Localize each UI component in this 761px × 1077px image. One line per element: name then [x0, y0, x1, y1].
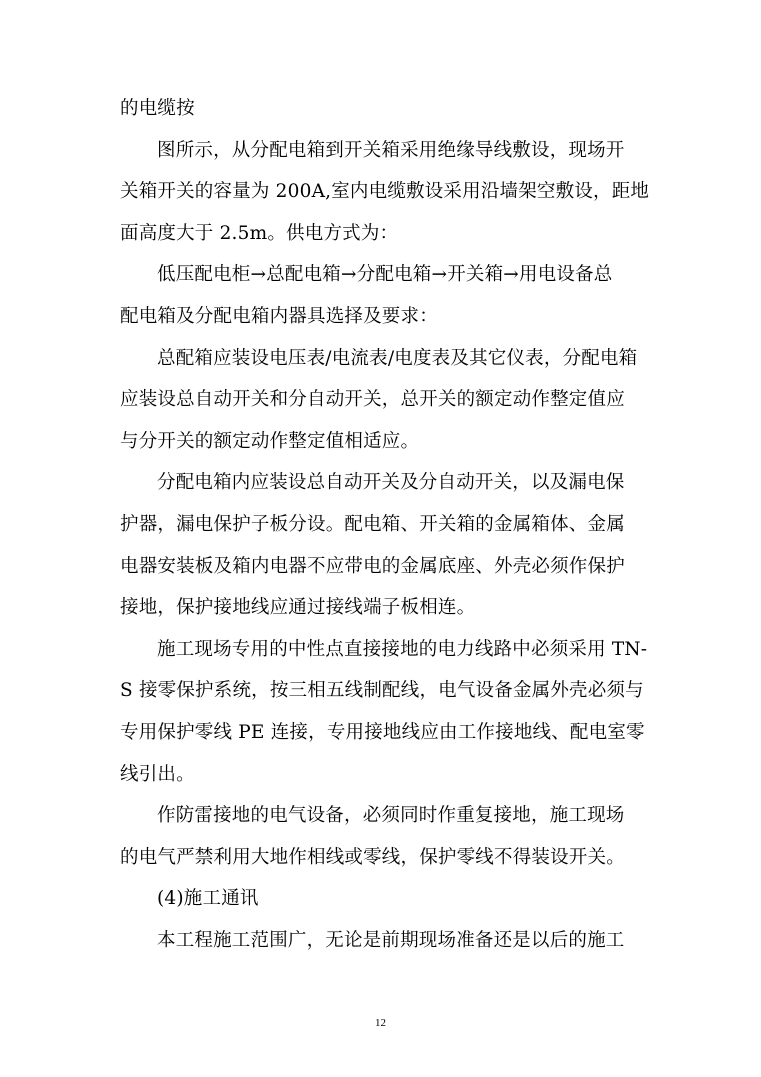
text-line: 作防雷接地的电气设备，必须同时作重复接地，施工现场	[157, 805, 625, 827]
section-heading: (4)施工通讯	[157, 888, 259, 910]
text-line: 本工程施工范围广，无论是前期现场准备还是以后的施工	[157, 929, 625, 951]
text-line: 面高度大于 2.5m。供电方式为：	[120, 222, 399, 244]
text-line: 应装设总自动开关和分自动开关，总开关的额定动作整定值应	[120, 389, 625, 411]
text-line: 的电气严禁利用大地作相线或零线，保护零线不得装设开关。	[120, 846, 625, 868]
text-line: 线引出。	[120, 763, 195, 785]
text-line: 关箱开关的容量为 200A,室内电缆敷设采用沿墙架空敷设，距地	[120, 181, 650, 203]
body-text	[120, 88, 650, 961]
text-line: 的电缆按	[120, 98, 195, 119]
text-line: 总配箱应装设电压表/电流表/电度表及其它仪表，分配电箱	[157, 347, 638, 369]
text-line: 护器，漏电保护子板分设。配电箱、开关箱的金属箱体、金属	[120, 513, 625, 535]
text-line: 与分开关的额定动作整定值相适应。	[120, 430, 420, 452]
text-line: 施工现场专用的中性点直接接地的电力线路中必须采用 TN-	[157, 638, 648, 660]
text-line: 分配电箱内应装设总自动开关及分自动开关，以及漏电保	[157, 472, 625, 494]
text-line: 电器安装板及箱内电器不应带电的金属底座、外壳必须作保护	[120, 555, 625, 577]
text-line: 接地，保护接地线应通过接线端子板相连。	[120, 597, 476, 619]
text-line: 图所示，从分配电箱到开关箱采用绝缘导线敷设，现场开	[157, 139, 625, 161]
text-line: 专用保护零线 PE 连接，专用接地线应由工作接地线、配电室零	[120, 721, 645, 743]
text-line: 低压配电柜→总配电箱→分配电箱→开关箱→用电设备总	[157, 264, 613, 286]
page-number: 12	[375, 1017, 386, 1029]
text-line: S 接零保护系统，按三相五线制配线，电气设备金属外壳必须与	[120, 680, 644, 702]
text-line: 配电箱及分配电箱内器具选择及要求：	[120, 305, 438, 327]
